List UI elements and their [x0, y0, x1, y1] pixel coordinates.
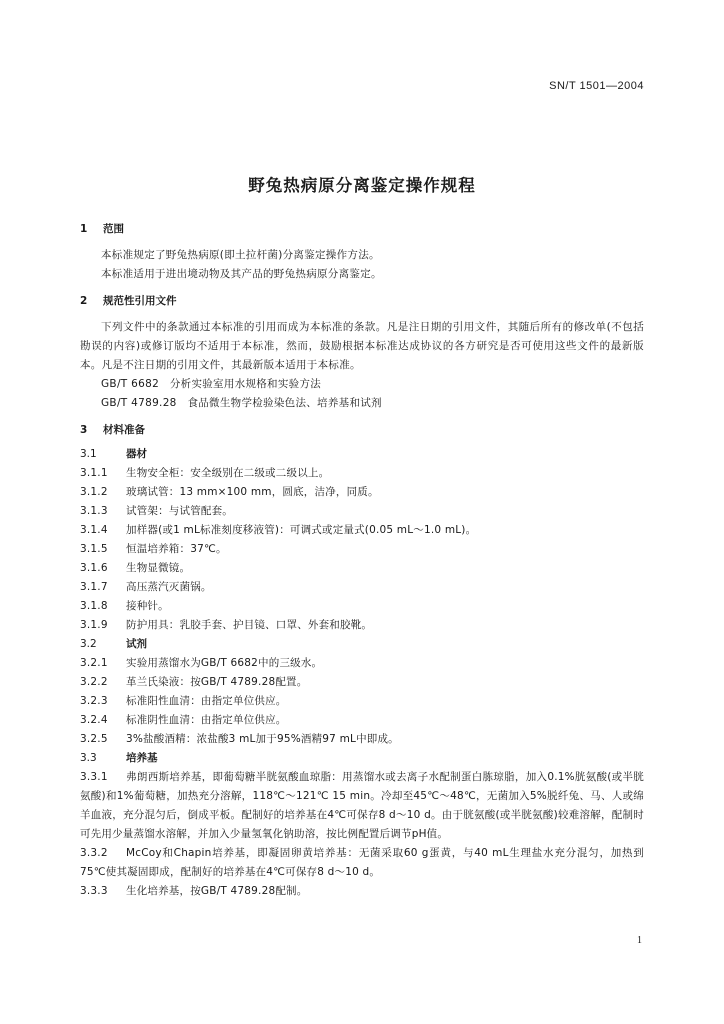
list-item: 3.1.7 高压蒸汽灭菌锅。 — [80, 581, 212, 593]
subsection-number: 3.3 — [80, 752, 97, 764]
list-item: 3.3.3 生化培养基，按GB/T 4789.28配制。 — [80, 885, 308, 897]
list-item: 3.2.4 标准阴性血清：由指定单位供应。 — [80, 714, 287, 726]
list-item: 3.1.5 恒温培养箱：37℃。 — [80, 543, 227, 555]
document-body — [80, 222, 644, 901]
list-item: 3.1.1 生物安全柜：安全级别在二级或二级以上。 — [80, 467, 330, 479]
section-number: 2 — [80, 295, 88, 307]
list-item: 3.1.9 防护用具：乳胶手套、护目镜、口罩、外套和胶靴。 — [80, 619, 373, 631]
list-item: 3.3.2 McCoy和Chapin培养基，即凝固卵黄培养基：无菌采取60 g蛋黄，与40 mL生理盐水充分混匀，加热到75℃使其凝固即成，配制好的培养基在4℃可保存8 d～10 d。 — [80, 847, 644, 878]
subsection-title: 培养基 — [126, 752, 158, 764]
subsection-title: 试剂 — [126, 638, 147, 650]
list-item: 3.2.5 3%盐酸酒精：浓盐酸3 mL加于95%酒精97 mL中即成。 — [80, 733, 399, 745]
page-number: 1 — [637, 935, 642, 946]
subsection-number: 3.2 — [80, 638, 97, 650]
standard-code: SN/T 1501—2004 — [549, 80, 644, 92]
document-title: 野兔热病原分离鉴定操作规程 — [248, 176, 476, 195]
list-item: 3.1.4 加样器(或1 mL标准刻度移液管)：可调式或定量式(0.05 mL～1.0 mL)。 — [80, 524, 477, 536]
subsection-heading-reagents — [80, 635, 644, 654]
section-title: 材料准备 — [103, 424, 145, 436]
section-heading-materials — [80, 423, 644, 437]
list-item: 3.2.2 革兰氏染液：按GB/T 4789.28配置。 — [80, 676, 308, 688]
paragraph: 下列文件中的条款通过本标准的引用而成为本标准的条款。凡是注日期的引用文件，其随后所有的修改单(不包括勘误的内容)或修订版均不适用于本标准，然而，鼓励根据本标准达成协议的各方研究是否可使用这些文件的最新版本。凡是不注日期的引用文件，其最新版本适用于本标准。 — [80, 321, 644, 371]
subsection-heading-equipment — [80, 445, 644, 464]
subsection-title: 器材 — [126, 448, 147, 460]
list-item: 3.2.3 标准阳性血清：由指定单位供应。 — [80, 695, 287, 707]
list-item: 3.2.1 实验用蒸馏水为GB/T 6682中的三级水。 — [80, 657, 323, 669]
paragraph: 本标准适用于进出境动物及其产品的野兔热病原分离鉴定。 — [101, 268, 382, 280]
list-item: 3.1.3 试管架：与试管配套。 — [80, 505, 233, 517]
subsection-number: 3.1 — [80, 448, 97, 460]
reference-item: GB/T 4789.28 食品微生物学检验染色法、培养基和试剂 — [101, 397, 382, 409]
subsection-heading-culture-media — [80, 749, 644, 768]
section-heading-normative-references — [80, 294, 644, 308]
section-number: 3 — [80, 424, 88, 436]
paragraph: 本标准规定了野兔热病原(即土拉杆菌)分离鉴定操作方法。 — [101, 249, 380, 261]
section-title: 范围 — [103, 223, 124, 235]
list-item: 3.1.6 生物显微镜。 — [80, 562, 191, 574]
list-item: 3.1.8 接种针。 — [80, 600, 169, 612]
section-number: 1 — [80, 223, 88, 235]
reference-item: GB/T 6682 分析实验室用水规格和实验方法 — [101, 378, 322, 390]
section-title: 规范性引用文件 — [103, 295, 177, 307]
section-heading-scope — [80, 222, 644, 236]
list-item: 3.3.1 弗朗西斯培养基，即葡萄糖半胱氨酸血琼脂：用蒸馏水或去离子水配制蛋白胨琼脂，加入0.1%胱氨酸(或半胱氨酸)和1%葡萄糖，加热充分溶解，118℃～121℃ 15 min。冷却至45℃～48℃，无菌加入5%脱纤兔、马、人或绵羊血液，充分混匀后，倒成平板。配制好的培养基在4℃可保存8 d～10 d。由于胱氨酸(或半胱氨酸)较难溶解，配制时可先用少量蒸馏水溶解，并加入少量氢氧化钠助溶，按比例配置后调节pH值。 — [80, 771, 644, 840]
list-item: 3.1.2 玻璃试管：13 mm×100 mm，圆底，洁净，同质。 — [80, 486, 379, 498]
